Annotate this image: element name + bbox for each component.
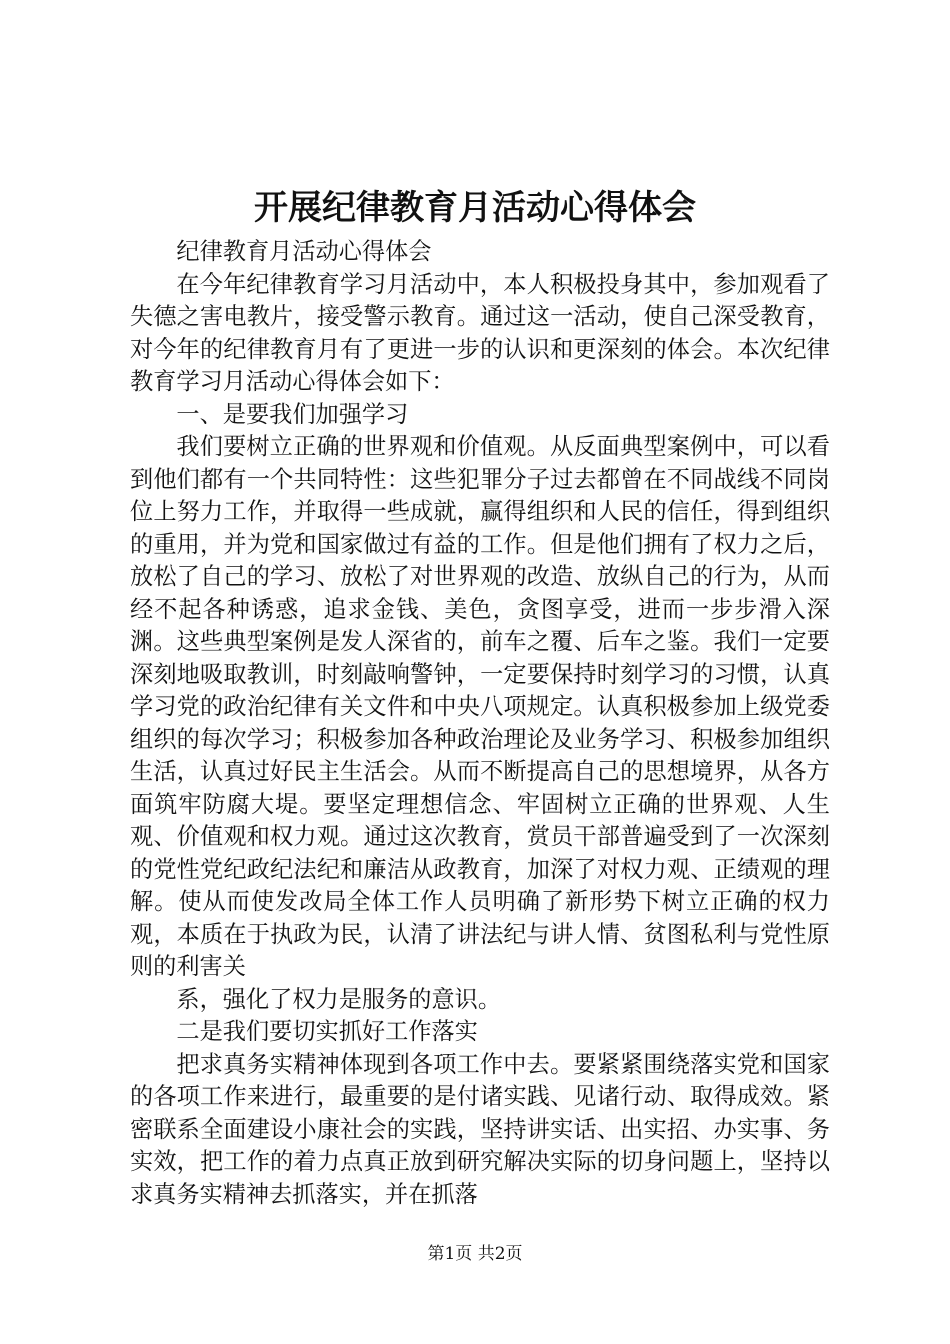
paragraph-section-1-continuation: 系，强化了权力是服务的意识。	[176, 985, 502, 1013]
paragraph-section-2-body: 把求真务实精神体现到各项工作中去。要紧紧围绕落实党和国家的各项工作来进行，最重要的是付诸实践、见诸行动、取得成效。紧密联系全面建设小康社会的实践，坚持讲实话、出实招、办实事、务实效，把工作的着力点真正放到研究解决实际的切身问题上，坚持以求真务实精神去抓落实，并在抓落	[130, 1050, 830, 1208]
paragraph-section-1-body: 我们要树立正确的世界观和价值观。从反面典型案例中，可以看到他们都有一个共同特性：这些犯罪分子过去都曾在不同战线不同岗位上努力工作，并取得一些成就，赢得组织和人民的信任，得到组织的重用，并为党和国家做过有益的工作。但是他们拥有了权力之后，放松了自己的学习、放松了对世界观的改造、放纵自己的行为，从而经不起各种诱惑，追求金钱、美色，贪图享受，进而一步步滑入深渊。这些典型案例是发人深省的，前车之覆、后车之鉴。我们一定要深刻地吸取教训，时刻敲响警钟，一定要保持时刻学习的习惯，认真学习党的政治纪律有关文件和中央八项规定。认真积极参加上级党委组织的每次学习；积极参加各种政治理论及业务学习、积极参加组织生活，认真过好民主生活会。从而不断提高自己的思想境界，从各方面筑牢防腐大堤。要坚定理想信念、牢固树立正确的世界观、人生观、价值观和权力观。通过这次教育，赏员干部普遍受到了一次深刻的党性党纪政纪法纪和廉洁从政教育，加深了对权力观、正绩观的理解。使从而使发改局全体工作人员明确了新形势下树立正确的权力观，本质在于执政为民，认清了讲法纪与讲人情、贫图私利与党性原则的利害关	[130, 433, 830, 980]
section-heading-2: 二是我们要切实抓好工作落实	[176, 1018, 478, 1045]
section-heading-1: 一、是要我们加强学习	[176, 400, 409, 428]
paragraph-subtitle: 纪律教育月活动心得体会	[176, 238, 432, 265]
document-body	[130, 236, 830, 1211]
page-indicator: 第1页 共2页	[427, 1244, 523, 1264]
paragraph-intro: 在今年纪律教育学习月活动中，本人积极投身其中，参加观看了失德之害电教片，接受警示教育。通过这一活动，使自己深受教育，对今年的纪律教育月有了更进一步的认识和更深刻的体会。本次纪律教育学习月活动心得体会如下：	[130, 270, 830, 395]
document-title: 开展纪律教育月活动心得体会	[254, 188, 696, 228]
